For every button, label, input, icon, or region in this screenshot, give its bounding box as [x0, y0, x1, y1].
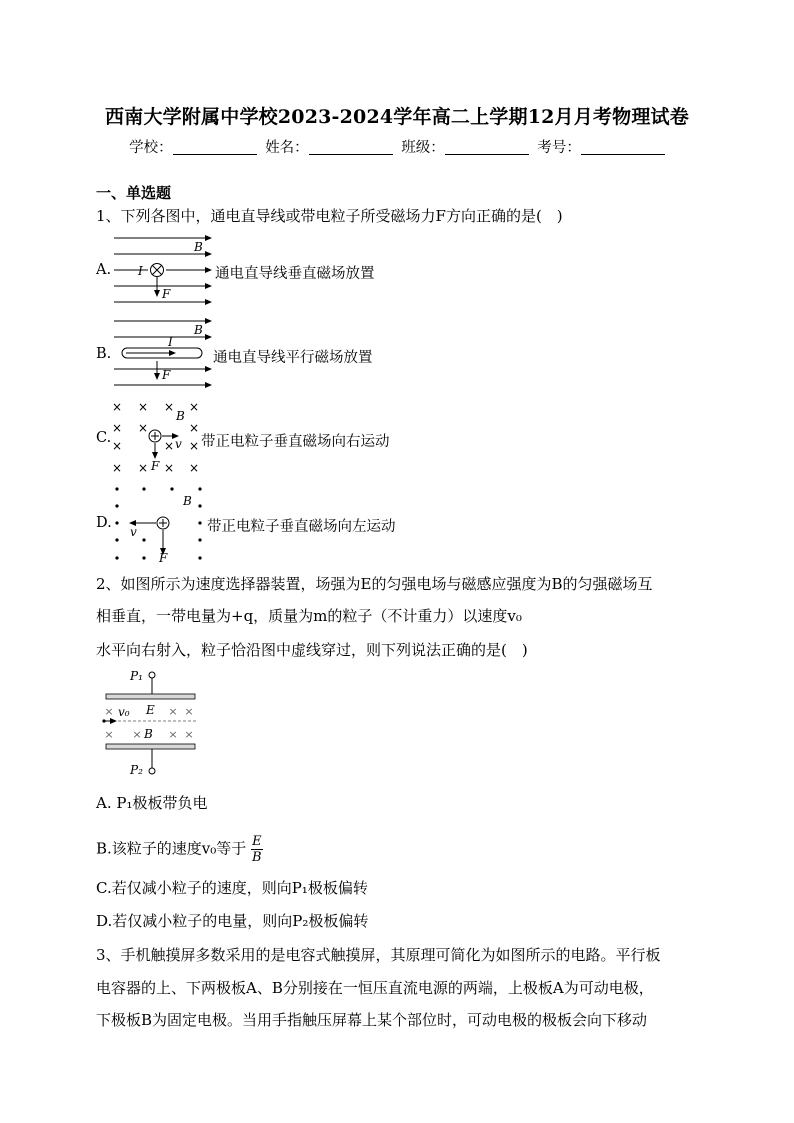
fig-c-b-label: B	[176, 409, 185, 423]
exam-number-blank[interactable]	[581, 140, 665, 155]
fraction-numerator: E	[252, 834, 262, 849]
q1-option-c-letter: C.	[96, 430, 112, 446]
q2-stem-line1: 2、如图所示为速度选择器装置，场强为E的匀强电场与磁感应强度为B的匀强磁场互	[96, 575, 653, 593]
school-blank[interactable]	[173, 140, 257, 155]
q1-option-d-letter: D.	[96, 515, 112, 531]
svg-text:×: ×	[168, 728, 178, 741]
q1-option-d-text: 带正电粒子垂直磁场向左运动	[207, 519, 396, 535]
svg-text:×: ×	[188, 400, 200, 414]
fig-a-b-label: B	[194, 240, 203, 254]
svg-text:×: ×	[188, 439, 200, 453]
q2-option-d: D.若仅减小粒子的电量，则向P₂极板偏转	[96, 912, 369, 930]
fig-p2-label: P₂	[130, 763, 143, 777]
fig-d-b-label: B	[183, 494, 192, 508]
q2-stem-line2: 相垂直，一带电量为+q，质量为m的粒子（不计重力）以速度v₀	[96, 607, 522, 625]
svg-text:×: ×	[137, 400, 149, 414]
fig-b-label: B	[144, 727, 153, 741]
fraction-denominator: B	[252, 850, 262, 865]
svg-text:×: ×	[111, 421, 123, 435]
q3-stem-line2: 电容器的上、下两极板A、B分别接在一恒压直流电源的两端，上极板A为可动电极，	[96, 979, 654, 997]
fig-b-f-label: F	[162, 368, 171, 382]
svg-text:×: ×	[137, 461, 149, 475]
q1-option-b-letter: B.	[96, 346, 112, 362]
q1-stem: 1、下列各图中，通电直导线或带电粒子所受磁场力F方向正确的是( )	[96, 207, 563, 225]
class-label: 班级：	[401, 140, 445, 156]
fig-b-i-label: I	[168, 335, 173, 349]
q1-figure-c	[108, 398, 203, 476]
page-title: 西南大学附属中学校2023-2024学年高二上学期12月月考物理试卷	[105, 106, 689, 128]
fig-v0-label: v₀	[118, 705, 130, 719]
fig-d-f-label: F	[159, 551, 168, 565]
name-blank[interactable]	[309, 140, 393, 155]
svg-text:×: ×	[163, 461, 175, 475]
name-label: 姓名：	[265, 140, 309, 156]
fig-e-label: E	[146, 703, 155, 717]
svg-text:×: ×	[188, 461, 200, 475]
student-info-row	[0, 136, 794, 157]
q2-stem-line3: 水平向右射入，粒子恰沿图中虚线穿过，则下列说法正确的是( )	[96, 641, 528, 659]
fig-c-v-label: v	[175, 437, 182, 451]
svg-text:×: ×	[132, 728, 142, 741]
svg-text:×: ×	[111, 400, 123, 414]
q1-figure-a	[108, 232, 218, 310]
q2-option-c: C.若仅减小粒子的速度，则向P₁极板偏转	[96, 879, 368, 897]
svg-text:×: ×	[137, 421, 149, 435]
q1-option-c-text: 带正电粒子垂直磁场向右运动	[201, 434, 390, 450]
q1-figure-b	[108, 315, 218, 393]
fig-c-f-label: F	[151, 459, 160, 473]
q2-option-b-text: B.该粒子的速度v₀等于	[96, 839, 247, 858]
q2-velocity-selector-figure	[100, 668, 210, 780]
q1-option-a-letter: A.	[96, 262, 112, 278]
exam-number-label: 考号：	[537, 140, 581, 156]
section-heading: 一、单选题	[96, 184, 172, 202]
svg-text:×: ×	[111, 461, 123, 475]
q3-stem-line1: 3、手机触摸屏多数采用的是电容式触摸屏，其原理可简化为如图所示的电路。平行板	[96, 946, 661, 964]
school-label: 学校：	[129, 140, 173, 156]
svg-text:×: ×	[163, 400, 175, 414]
fig-a-i-label: I	[138, 264, 143, 278]
q1-option-b-text: 通电直导线平行磁场放置	[213, 350, 373, 366]
fig-p1-label: P₁	[130, 669, 143, 683]
svg-text:×: ×	[184, 705, 194, 718]
svg-text:×: ×	[111, 439, 123, 453]
svg-text:×: ×	[163, 439, 175, 453]
svg-text:×: ×	[188, 421, 200, 435]
svg-text:×: ×	[104, 728, 114, 741]
svg-text:×: ×	[104, 705, 114, 718]
q1-option-a-text: 通电直导线垂直磁场放置	[215, 266, 375, 282]
q3-stem-line3: 下极板B为固定电极。当用手指触压屏幕上某个部位时，可动电极的极板会向下移动	[96, 1011, 648, 1029]
fig-a-f-label: F	[162, 287, 171, 301]
q2-option-b	[96, 834, 263, 865]
class-blank[interactable]	[445, 140, 529, 155]
q1-figure-d	[108, 482, 208, 564]
q2-option-a: A. P₁极板带负电	[96, 794, 208, 812]
fig-b-b-label: B	[194, 323, 203, 337]
svg-text:×: ×	[168, 705, 178, 718]
e-over-b-fraction	[251, 834, 263, 865]
fig-d-v-label: v	[130, 525, 137, 539]
svg-text:×: ×	[184, 728, 194, 741]
